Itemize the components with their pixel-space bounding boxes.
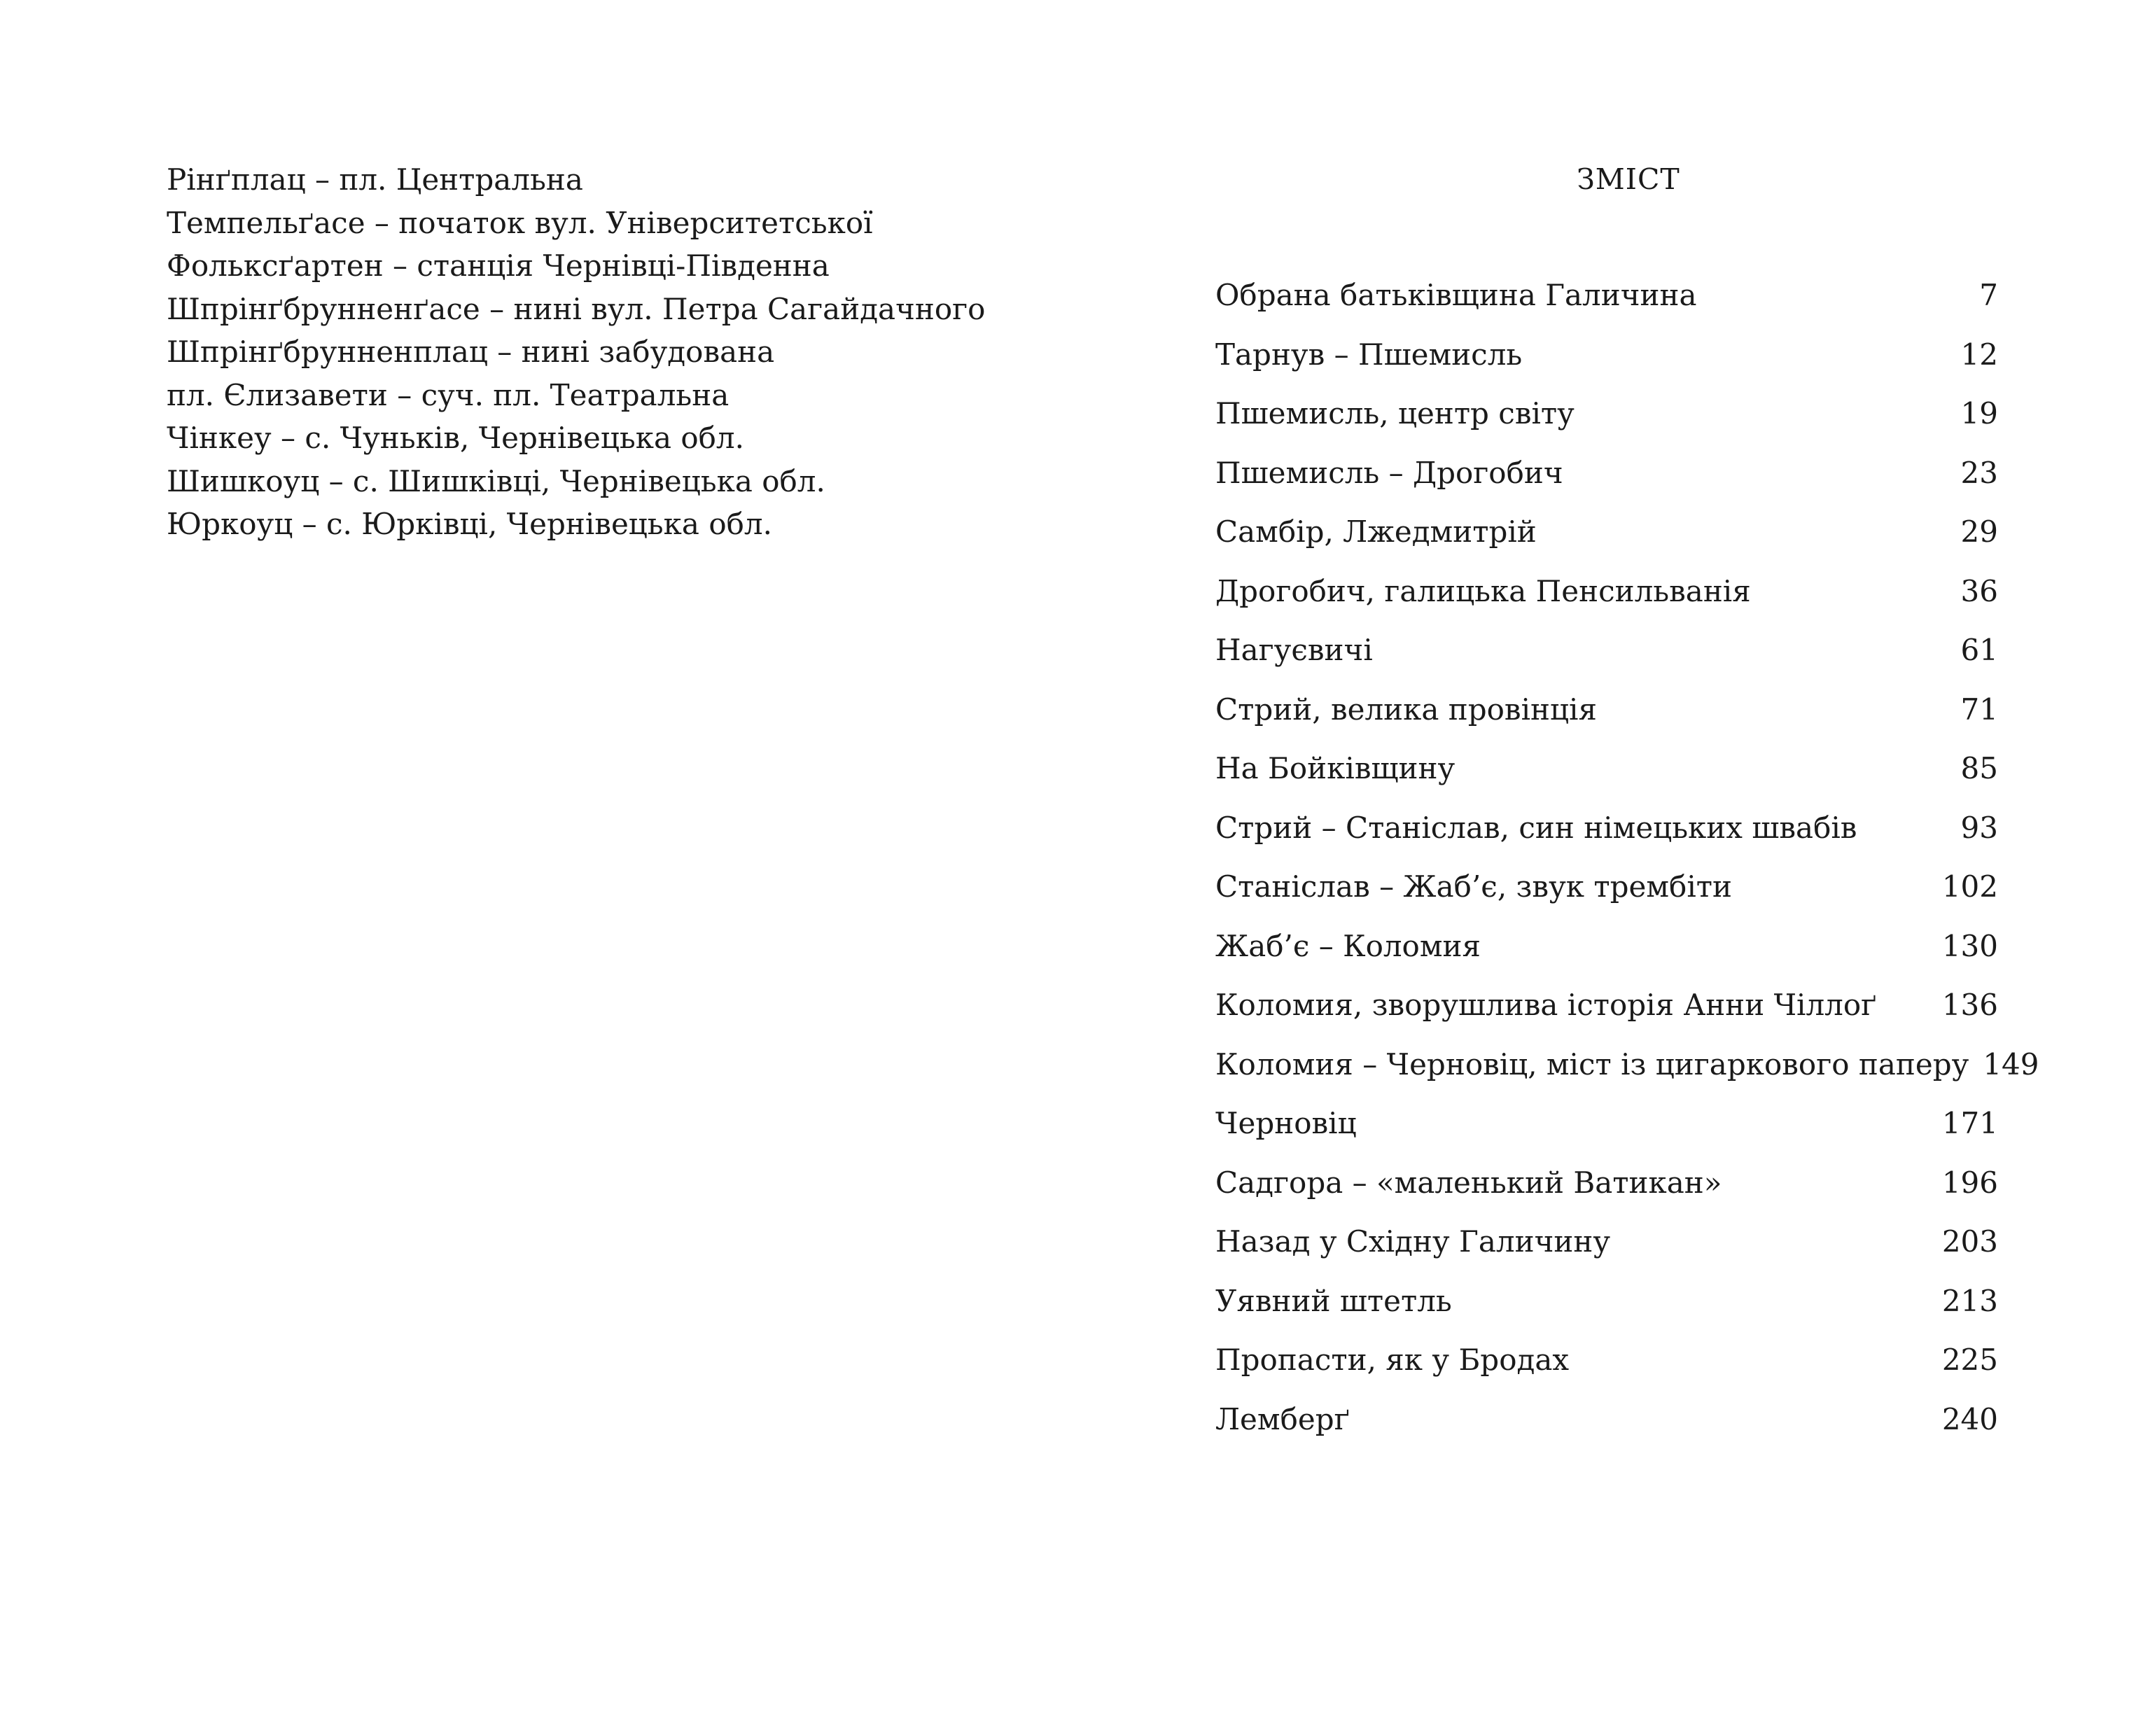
toc-entry (1215, 510, 1998, 570)
toc-entry-page: 196 (1941, 1165, 1998, 1200)
toc-entry-page: 23 (1960, 455, 1998, 490)
toc-entry-title: Стрий – Станіслав, син німецьких швабів (1215, 810, 1857, 845)
street-name-entry: пл. Єлизавети – суч. пл. Театральна (167, 377, 730, 412)
toc-entry-title: Лемберґ (1215, 1401, 1350, 1436)
toc-entry-title: Станіслав – Жаб’є, звук трембіти (1215, 869, 1732, 904)
toc-entry-title: Нагуєвичі (1215, 633, 1373, 667)
toc-entry-title: Обрана батьківщина Галичина (1215, 278, 1697, 312)
toc-entry (1215, 865, 1998, 925)
toc-entry-page: 130 (1941, 928, 1998, 963)
street-name-list (167, 158, 985, 546)
toc-entry-title: Коломия, зворушлива історія Анни Чіллоґ (1215, 988, 1877, 1022)
street-name-entry: Шпрінґбрунненґасе – нині вул. Петра Сагайдачного (167, 291, 986, 326)
toc-entry (1215, 629, 1998, 688)
toc-entry (1215, 333, 1998, 393)
toc-entry (1215, 1280, 1998, 1339)
toc-entry-page: 203 (1941, 1224, 1998, 1259)
toc-entry-page: 12 (1960, 337, 1998, 372)
toc-entry (1215, 925, 1998, 984)
contents-heading: ЗМІСТ (1577, 162, 1680, 196)
toc-entry (1215, 1338, 1998, 1398)
toc-entry-page: 136 (1941, 988, 1998, 1022)
toc-entry-page: 61 (1960, 633, 1998, 667)
toc-entry (1215, 1043, 2039, 1102)
street-name-entry: Шпрінґбрунненплац – нині забудована (167, 335, 775, 369)
toc-entry-title: Самбір, Лжедмитрій (1215, 514, 1537, 549)
toc-entry-page: 225 (1941, 1343, 1998, 1377)
right-page (1075, 0, 2150, 1736)
toc-entry-page: 213 (1941, 1283, 1998, 1318)
toc-entry-title: Пропасти, як у Бродах (1215, 1343, 1570, 1377)
toc-entry-title: Пшемисль – Дрогобич (1215, 455, 1563, 490)
toc-entry-page: 19 (1960, 396, 1998, 430)
toc-entry (1215, 274, 1998, 333)
toc-entry-title: На Бойківщину (1215, 751, 1456, 785)
street-name-entry: Юркоуц – с. Юрківці, Чернівецька обл. (167, 507, 772, 541)
toc-entry (1215, 1161, 1998, 1221)
toc-entry-title: Жаб’є – Коломия (1215, 928, 1481, 963)
toc-entry (1215, 1398, 1998, 1457)
toc-entry-title: Тарнув – Пшемисль (1215, 337, 1523, 372)
toc-entry (1215, 570, 1998, 629)
street-name-entry: Шишкоуц – с. Шишківці, Чернівецька обл. (167, 463, 825, 498)
toc-entry (1215, 451, 1998, 511)
toc-entry-title: Назад у Східну Галичину (1215, 1224, 1611, 1259)
toc-entry (1215, 1102, 1998, 1161)
toc-entry (1215, 983, 1998, 1043)
toc-entry-title: Пшемисль, центр світу (1215, 396, 1575, 430)
toc-entry (1215, 806, 1998, 866)
toc-entry-title: Черновіц (1215, 1106, 1357, 1140)
toc-entry-page: 29 (1960, 514, 1998, 549)
toc-entry-page: 93 (1960, 810, 1998, 845)
toc-entry-title: Дрогобич, галицька Пенсильванія (1215, 573, 1751, 608)
street-name-entry: Темпельґасе – початок вул. Університетської (167, 205, 873, 240)
toc-entry-page: 85 (1960, 751, 1998, 785)
toc-entry (1215, 392, 1998, 451)
toc-entry-title: Стрий, велика провінція (1215, 692, 1597, 727)
toc-entry (1215, 1220, 1998, 1280)
toc-entry (1215, 747, 1998, 806)
street-name-entry: Чінкеу – с. Чуньків, Чернівецька обл. (167, 421, 744, 455)
toc-entry-page: 149 (1983, 1046, 2039, 1082)
toc-entry-title: Коломия – Черновіц, міст із цигаркового паперу (1215, 1046, 1969, 1082)
toc-entry (1215, 688, 1998, 748)
street-name-entry: Рінґплац – пл. Центральна (167, 162, 583, 197)
toc-entry-page: 240 (1941, 1401, 1998, 1436)
toc-entry-page: 36 (1960, 573, 1998, 608)
toc-entry-page: 7 (1979, 278, 1998, 312)
toc-entry-title: Уявний штетль (1215, 1283, 1452, 1318)
toc-entry-page: 171 (1941, 1106, 1998, 1140)
toc-entry-page: 102 (1941, 869, 1998, 904)
street-name-entry: Фольксґартен – станція Чернівці-Південна (167, 248, 830, 283)
toc-entry-title: Садгора – «маленький Ватикан» (1215, 1165, 1722, 1200)
table-of-contents (1215, 274, 2039, 1457)
toc-entry-page: 71 (1960, 692, 1998, 727)
